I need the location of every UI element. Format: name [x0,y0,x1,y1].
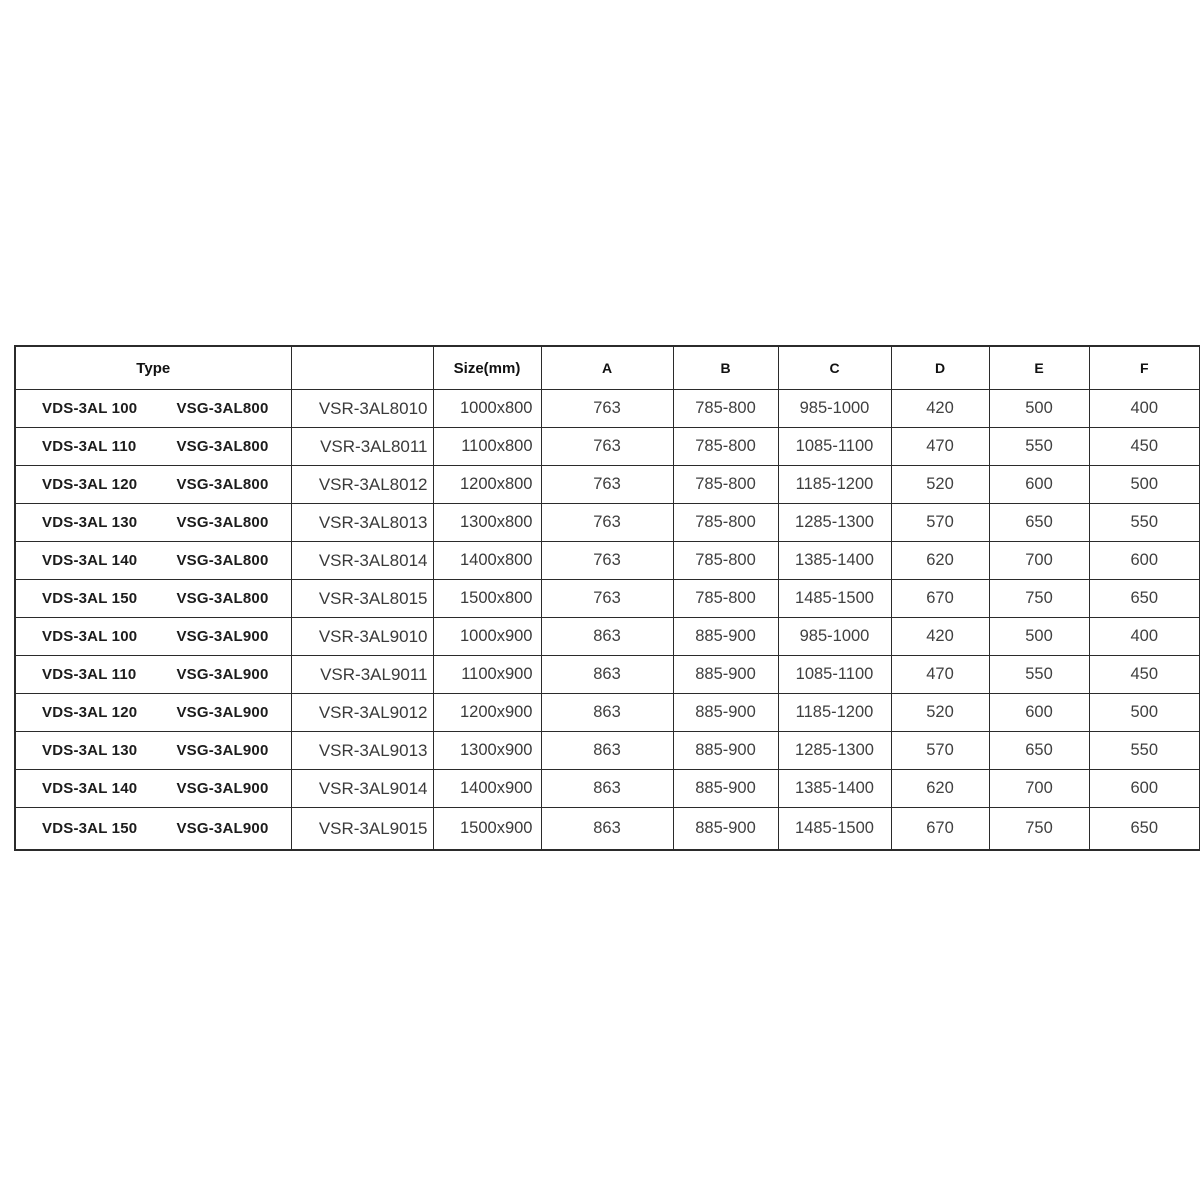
dim-b-cell: 885-900 [673,732,778,770]
size-cell: 1500x800 [433,580,541,618]
size-cell: 1200x900 [433,694,541,732]
dim-d-cell: 570 [891,504,989,542]
type-vds-label: VDS-3AL 110 [42,438,137,455]
dim-e-cell: 500 [989,390,1089,428]
dim-d-cell: 520 [891,694,989,732]
type-cell [15,694,291,732]
dim-b-cell: 785-800 [673,542,778,580]
model-cell: VSR-3AL8014 [291,542,433,580]
dim-c-cell: 1285-1300 [778,732,891,770]
type-vds-label: VDS-3AL 130 [42,742,138,759]
type-vsg-label: VSG-3AL800 [176,552,269,569]
type-cell [15,466,291,504]
model-cell: VSR-3AL8015 [291,580,433,618]
dim-f-cell: 450 [1089,656,1200,694]
dim-c-cell: 985-1000 [778,618,891,656]
dim-a-cell: 763 [541,466,673,504]
table-row [15,732,1200,770]
dim-e-cell: 600 [989,694,1089,732]
dim-d-cell: 670 [891,580,989,618]
dim-c-cell: 1485-1500 [778,580,891,618]
dim-b-cell: 785-800 [673,466,778,504]
dim-e-cell: 700 [989,770,1089,808]
model-cell: VSR-3AL8013 [291,504,433,542]
model-cell: VSR-3AL9013 [291,732,433,770]
size-cell: 1300x900 [433,732,541,770]
dim-f-cell: 400 [1089,618,1200,656]
table-row [15,580,1200,618]
dim-f-cell: 600 [1089,542,1200,580]
type-cell [15,656,291,694]
dim-d-cell: 620 [891,770,989,808]
dim-f-cell: 650 [1089,808,1200,851]
table-row [15,618,1200,656]
dim-b-cell: 885-900 [673,808,778,851]
header-col-c: C [778,346,891,390]
dim-e-cell: 700 [989,542,1089,580]
model-cell: VSR-3AL8012 [291,466,433,504]
table-row [15,428,1200,466]
dim-d-cell: 420 [891,390,989,428]
model-cell: VSR-3AL8011 [291,428,433,466]
model-cell: VSR-3AL9010 [291,618,433,656]
model-cell: VSR-3AL9014 [291,770,433,808]
type-vsg-label: VSG-3AL900 [176,780,269,797]
type-vsg-label: VSG-3AL800 [176,590,269,607]
type-vds-label: VDS-3AL 120 [42,704,138,721]
dim-f-cell: 450 [1089,428,1200,466]
type-vds-label: VDS-3AL 140 [42,552,138,569]
table-row [15,694,1200,732]
size-cell: 1100x900 [433,656,541,694]
dim-a-cell: 863 [541,808,673,851]
dim-f-cell: 400 [1089,390,1200,428]
dim-c-cell: 1185-1200 [778,466,891,504]
dim-b-cell: 885-900 [673,656,778,694]
dim-a-cell: 863 [541,694,673,732]
header-col-e: E [989,346,1089,390]
dim-b-cell: 885-900 [673,618,778,656]
product-spec-table [14,345,1200,851]
dim-d-cell: 470 [891,428,989,466]
type-vds-label: VDS-3AL 150 [42,820,138,837]
dim-c-cell: 1485-1500 [778,808,891,851]
dim-e-cell: 650 [989,504,1089,542]
type-vsg-label: VSG-3AL900 [176,628,269,645]
header-col-d: D [891,346,989,390]
dim-d-cell: 620 [891,542,989,580]
header-col-a: A [541,346,673,390]
size-cell: 1500x900 [433,808,541,851]
dim-b-cell: 785-800 [673,504,778,542]
type-cell [15,580,291,618]
dim-d-cell: 570 [891,732,989,770]
dim-b-cell: 785-800 [673,580,778,618]
dim-c-cell: 1285-1300 [778,504,891,542]
dim-e-cell: 750 [989,580,1089,618]
type-cell [15,732,291,770]
type-cell [15,770,291,808]
dim-f-cell: 550 [1089,504,1200,542]
table-row [15,808,1200,851]
size-cell: 1300x800 [433,504,541,542]
type-vds-label: VDS-3AL 130 [42,514,138,531]
dim-a-cell: 863 [541,618,673,656]
dim-d-cell: 670 [891,808,989,851]
size-cell: 1400x800 [433,542,541,580]
dim-e-cell: 550 [989,428,1089,466]
table-row [15,390,1200,428]
type-cell [15,542,291,580]
header-col-b: B [673,346,778,390]
table-row [15,542,1200,580]
dim-c-cell: 1185-1200 [778,694,891,732]
type-vsg-label: VSG-3AL900 [176,704,269,721]
table-row [15,466,1200,504]
type-cell [15,390,291,428]
dim-a-cell: 763 [541,542,673,580]
type-vds-label: VDS-3AL 100 [42,628,138,645]
model-cell: VSR-3AL9011 [291,656,433,694]
header-size: Size(mm) [433,346,541,390]
dim-c-cell: 985-1000 [778,390,891,428]
header-col-f: F [1089,346,1200,390]
dim-c-cell: 1085-1100 [778,656,891,694]
dim-f-cell: 600 [1089,770,1200,808]
dim-a-cell: 763 [541,580,673,618]
dim-a-cell: 863 [541,656,673,694]
dim-f-cell: 500 [1089,694,1200,732]
dim-b-cell: 785-800 [673,390,778,428]
model-cell: VSR-3AL9015 [291,808,433,851]
dim-e-cell: 750 [989,808,1089,851]
dim-a-cell: 763 [541,504,673,542]
dim-d-cell: 420 [891,618,989,656]
dim-e-cell: 500 [989,618,1089,656]
dim-b-cell: 885-900 [673,694,778,732]
type-cell [15,504,291,542]
dim-d-cell: 520 [891,466,989,504]
dim-a-cell: 763 [541,428,673,466]
table-row [15,504,1200,542]
size-cell: 1100x800 [433,428,541,466]
size-cell: 1200x800 [433,466,541,504]
dim-c-cell: 1385-1400 [778,770,891,808]
type-vsg-label: VSG-3AL900 [176,666,269,683]
type-vds-label: VDS-3AL 110 [42,666,137,683]
dim-f-cell: 550 [1089,732,1200,770]
dim-a-cell: 763 [541,390,673,428]
header-type: Type [15,346,291,390]
type-cell [15,428,291,466]
type-vsg-label: VSG-3AL800 [176,514,269,531]
header-model-blank [291,346,433,390]
model-cell: VSR-3AL8010 [291,390,433,428]
type-vsg-label: VSG-3AL800 [176,400,269,417]
dim-e-cell: 600 [989,466,1089,504]
dim-b-cell: 785-800 [673,428,778,466]
type-cell [15,808,291,851]
dim-e-cell: 650 [989,732,1089,770]
dim-f-cell: 500 [1089,466,1200,504]
type-cell [15,618,291,656]
size-cell: 1000x800 [433,390,541,428]
size-cell: 1400x900 [433,770,541,808]
type-vsg-label: VSG-3AL800 [176,438,269,455]
header-row [15,346,1200,390]
table-row [15,656,1200,694]
dim-d-cell: 470 [891,656,989,694]
dim-e-cell: 550 [989,656,1089,694]
type-vsg-label: VSG-3AL900 [176,820,269,837]
type-vds-label: VDS-3AL 120 [42,476,138,493]
table-row [15,770,1200,808]
type-vds-label: VDS-3AL 140 [42,780,138,797]
dim-a-cell: 863 [541,770,673,808]
type-vds-label: VDS-3AL 150 [42,590,138,607]
dim-b-cell: 885-900 [673,770,778,808]
type-vsg-label: VSG-3AL900 [176,742,269,759]
type-vsg-label: VSG-3AL800 [176,476,269,493]
type-vds-label: VDS-3AL 100 [42,400,138,417]
dim-f-cell: 650 [1089,580,1200,618]
dim-c-cell: 1085-1100 [778,428,891,466]
size-cell: 1000x900 [433,618,541,656]
dim-a-cell: 863 [541,732,673,770]
model-cell: VSR-3AL9012 [291,694,433,732]
dim-c-cell: 1385-1400 [778,542,891,580]
